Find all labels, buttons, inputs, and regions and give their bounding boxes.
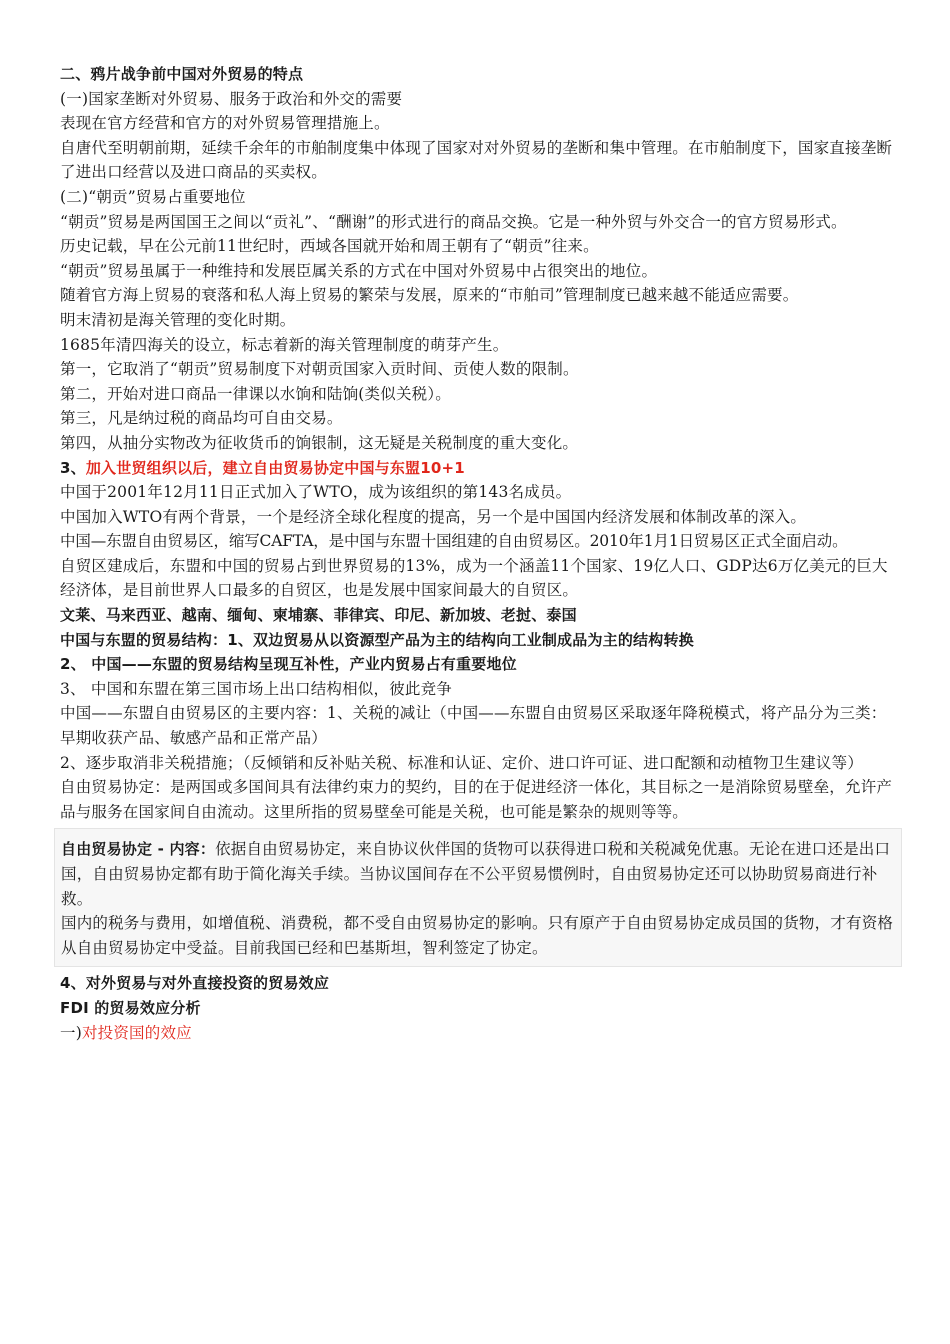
- paragraph: 第三，凡是纳过税的商品均可自由交易。: [60, 409, 343, 428]
- trade-structure-2: 2、 中国——东盟的贸易结构呈现互补性，产业内贸易占有重要地位: [60, 655, 517, 674]
- trade-structure-1: 中国与东盟的贸易结构：1、双边贸易从以资源型产品为主的结构向工业制成品为主的结构转换: [60, 630, 694, 649]
- section-4-subtitle: FDI 的贸易效应分析: [60, 998, 201, 1017]
- paragraph: (一)国家垄断对外贸易、服务于政治和外交的需要: [60, 89, 403, 108]
- box-text: 依据自由贸易协定，来自协议伙伴国的货物可以获得进口税和关税减免优惠。无论在进口还是出口国，自由贸易协定都有助于简化海关手续。当协议国间存在不公平贸易惯例时，自由贸易协定还可以协助贸易商进行补救。: [61, 840, 891, 908]
- paragraph: 中国—东盟自由贸易区，缩写CAFTA，是中国与东盟十国组建的自由贸易区。2010年1月1日贸易区正式全面启动。: [60, 532, 848, 551]
- paragraph: 自贸区建成后，东盟和中国的贸易占到世界贸易的13%，成为一个涵盖11个国家、19亿人口、GDP达6万亿美元的巨大经济体，是目前世界人口最多的自贸区，也是发展中国家间最大的自贸区。: [60, 556, 888, 600]
- asean-countries: 文莱、马来西亚、越南、缅甸、柬埔寨、菲律宾、印尼、新加坡、老挝、泰国: [60, 606, 577, 625]
- box-paragraph: [61, 837, 895, 911]
- trade-structure-3: 3、 中国和东盟在第三国市场上出口结构相似，彼此竞争: [60, 679, 452, 698]
- paragraph: 1685年清四海关的设立，标志着新的海关管理制度的萌芽产生。: [60, 335, 509, 354]
- paragraph: 随着官方海上贸易的衰落和私人海上贸易的繁荣与发展，原来的“市舶司”管理制度已越来越不能适应需要。: [60, 286, 799, 305]
- paragraph: 第一，它取消了“朝贡”贸易制度下对朝贡国家入贡时间、贡使人数的限制。: [60, 360, 579, 379]
- paragraph: 明末清初是海关管理的变化时期。: [60, 310, 296, 329]
- paragraph: 第二，开始对进口商品一律课以水饷和陆饷(类似关税）。: [60, 384, 451, 403]
- paragraph: 历史记载，早在公元前11世纪时，西域各国就开始和周王朝有了“朝贡”往来。: [60, 237, 599, 256]
- section-4-title: 4、对外贸易与对外直接投资的贸易效应: [60, 974, 330, 993]
- paragraph: 2、逐步取消非关税措施；（反倾销和反补贴关税、标准和认证、定价、进口许可证、进口配额和动植物卫生建议等）: [60, 753, 864, 772]
- item-number: 一): [60, 1023, 82, 1042]
- paragraph: 表现在官方经营和官方的对外贸易管理措施上。: [60, 114, 390, 133]
- paragraph: 中国加入WTO有两个背景，一个是经济全球化程度的提高，另一个是中国国内经济发展和体制改革的深入。: [60, 507, 807, 526]
- section-4-item: [60, 1021, 896, 1046]
- paragraph: 自唐代至明朝前期，延续千余年的市舶制度集中体现了国家对对外贸易的垄断和集中管理。在市舶制度下，国家直接垄断了进出口经营以及进口商品的买卖权。: [60, 138, 893, 182]
- box-label: 自由贸易协定 - 内容：: [61, 840, 216, 859]
- paragraph: 第四，从抽分实物改为征收货币的饷银制，这无疑是关税制度的重大变化。: [60, 433, 579, 452]
- paragraph: 中国于2001年12月11日正式加入了WTO，成为该组织的第143名成员。: [60, 483, 572, 502]
- paragraph: 中国——东盟自由贸易区的主要内容：1、关税的减让（中国——东盟自由贸易区采取逐年降税模式，将产品分为三类：早期收获产品、敏感产品和正常产品）: [60, 704, 887, 748]
- paragraph: “朝贡”贸易虽属于一种维持和发展臣属关系的方式在中国对外贸易中占很突出的地位。: [60, 261, 658, 280]
- box-paragraph: 国内的税务与费用，如增值税、消费税，都不受自由贸易协定的影响。只有原产于自由贸易协定成员国的货物，才有资格从自由贸易协定中受益。目前我国已经和巴基斯坦，智利签定了协定。: [61, 914, 894, 957]
- section-3-heading-text: 加入世贸组织以后，建立自由贸易协定中国与东盟10+1: [85, 458, 465, 477]
- paragraph: 自由贸易协定：是两国或多国间具有法律约束力的契约，目的在于促进经济一体化，其目标之一是消除贸易壁垒，允许产品与服务在国家间自由流动。这里所指的贸易壁垒可能是关税，也可能是繁杂的规则等等。: [60, 778, 893, 821]
- document-page: [60, 62, 896, 1045]
- paragraph: “朝贡”贸易是两国国王之间以“贡礼”、“酬谢”的形式进行的商品交换。它是一种外贸与外交合一的官方贸易形式。: [60, 212, 847, 231]
- section-3-title: [60, 456, 896, 481]
- fta-content-box: [54, 828, 902, 967]
- paragraph: (二)“朝贡”贸易占重要地位: [60, 187, 246, 206]
- item-text: 对投资国的效应: [81, 1023, 192, 1042]
- section-2-title: 二、鸦片战争前中国对外贸易的特点: [60, 65, 304, 83]
- section-3-number: 3、: [60, 458, 86, 477]
